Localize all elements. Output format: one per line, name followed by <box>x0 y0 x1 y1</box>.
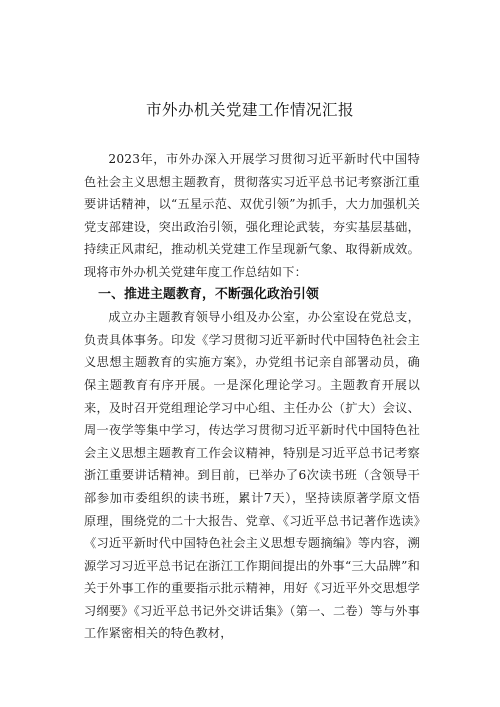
document-title: 市外办机关党建工作情况汇报 <box>145 101 354 119</box>
intro-paragraph: 2023年，市外办深入开展学习贯彻习近平新时代中国特色社会主义思想主题教育，贯彻落实习近平总书记考察浙江重要讲话精神，以“五星示范、双优引领”为抓手，大力加强机关党支部建设，突出政治引领，强化理论武装，夯实基层基础，持续正风肃纪，推动机关党建工作呈现新气象、取得新成效。现将市外办机关党建年度工作总结如下： <box>84 152 420 279</box>
section-heading-1: 一、推进主题教育，不断强化政治引领 <box>98 286 320 302</box>
document-body <box>84 148 420 645</box>
section-1-paragraph: 成立办主题教育领导小组及办公室，办公室设在党总支，负责具体事务。印发《学习贯彻习近平新时代中国特色社会主义思想主题教育的实施方案》，办党组书记亲自部署动员，确保主题教育有序开展。一是深化理论学习。主题教育开展以来，及时召开党组理论学习中心组、主任办公（扩大）会议、周一夜学等集中学习，传达学习贯彻习近平新时代中国特色社会主义思想主题教育工作会议精神，特别是习近平总书记考察浙江重要讲话精神。到目前，已举办了6次读书班（含领导干部参加市委组织的读书班，累计7天），坚持读原著学原文悟原理，围绕党的二十大报告、党章、《习近平总书记著作选读》《习近平新时代中国特色社会主义思想专题摘编》等内容，溯源学习习近平总书记在浙江工作期间提出的外事“三大品牌”和关于外事工作的重要指示批示精神，用好《习近平外交思想学习纲要》《习近平总书记外交讲话集》（第一、二卷）等与外事工作紧密相关的特色教材， <box>84 310 420 641</box>
